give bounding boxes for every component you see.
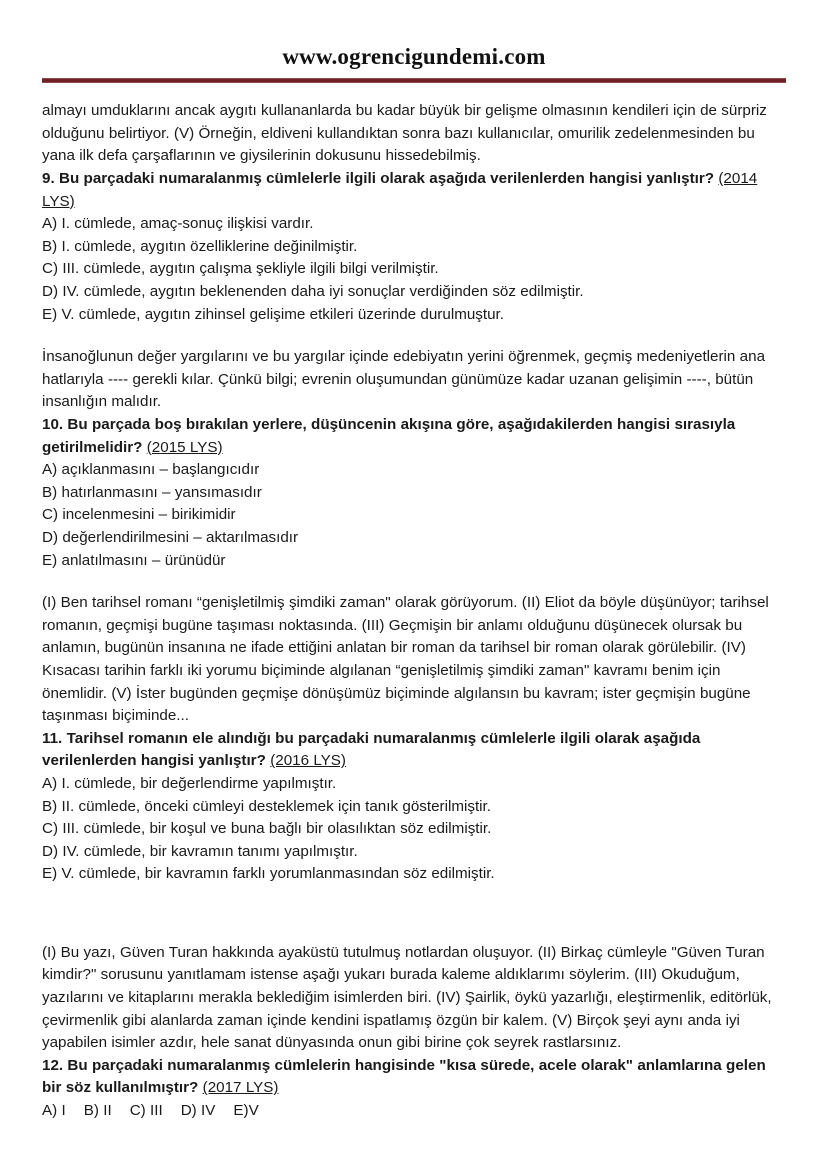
document-body bbox=[42, 83, 786, 1122]
option-d[interactable]: D) IV. cümlede, aygıtın beklenenden daha iyi sonuçlar verdiğinden söz edilmiştir. bbox=[42, 283, 584, 301]
option-c[interactable]: C) III. cümlede, bir koşul ve buna bağlı bir olasılıktan söz edilmiştir. bbox=[42, 820, 492, 838]
question-source-citation: (2017 LYS) bbox=[202, 1079, 279, 1097]
option-d[interactable]: D) IV bbox=[180, 1102, 216, 1120]
question-prompt bbox=[42, 414, 786, 459]
block-spacer bbox=[42, 326, 786, 346]
option-e[interactable]: E) V. cümlede, aygıtın zihinsel gelişime etkileri üzerinde durulmuştur. bbox=[42, 305, 504, 323]
option-a[interactable]: A) açıklanmasını – başlangıcıdır bbox=[42, 461, 260, 479]
option-a[interactable]: A) I. cümlede, bir değerlendirme yapılmıştır. bbox=[42, 774, 337, 792]
question-block-9 bbox=[42, 100, 786, 326]
question-text: 9. Bu parçadaki numaralanmış cümlelerle ilgili olarak aşağıda verilenlerden hangisi yanlıştır? bbox=[42, 170, 719, 188]
question-prompt bbox=[42, 728, 786, 773]
question-prompt bbox=[42, 168, 786, 213]
option-b[interactable]: B) hatırlanmasını – yansımasıdır bbox=[42, 483, 262, 501]
option-e[interactable]: E) V. cümlede, bir kavramın farklı yorumlanmasından söz edilmiştir. bbox=[42, 865, 495, 883]
option-e[interactable]: E)V bbox=[233, 1102, 259, 1120]
option-d[interactable]: D) değerlendirilmesini – aktarılmasıdır bbox=[42, 528, 299, 546]
option-b[interactable]: B) II bbox=[83, 1102, 112, 1120]
site-title: www.ogrencigundemi.com bbox=[282, 44, 546, 69]
option-d[interactable]: D) IV. cümlede, bir kavramın tanımı yapılmıştır. bbox=[42, 842, 358, 860]
option-b[interactable]: B) I. cümlede, aygıtın özelliklerine değinilmiştir. bbox=[42, 237, 358, 255]
question-text: 11. Tarihsel romanın ele alındığı bu parçadaki numaralanmış cümlelerle ilgili olarak aşağıda verilenlerden hangisi yanlıştır? bbox=[42, 729, 701, 770]
question-text: 10. Bu parçada boş bırakılan yerlere, düşüncenin akışına göre, aşağıdakilerden hangisi sırasıyla getirilmelidir? bbox=[42, 416, 736, 456]
question-source-citation: (2016 LYS) bbox=[270, 752, 346, 770]
question-source-citation: (2015 LYS) bbox=[146, 438, 223, 456]
option-c[interactable]: C) incelenmesini – birikimidir bbox=[42, 506, 236, 524]
question-source-citation: (2014 LYS) bbox=[42, 170, 758, 210]
passage-text: (I) Ben tarihsel romanı “genişletilmiş şimdiki zaman" olarak görüyorum. (II) Eliot da böyle düşünüyor; tarihsel romanın, geçmişi bugüne taşıması noktasında. (III) Geçmişin bir anlamı olduğunu düşünecek olursak bu anlamın, bugünün insanına ne ifade ettiğini anlatan bir roman da tarihsel bir roman olarak görülebilir. (IV) Kısacası tarihin farklı iki yorumu biçiminde algılanan “genişletilmiş şimdiki zaman" kavramı benim için önemlidir. (V) İster bugünden geçmişe dönüşümüz biçiminde algılansın bu kavram; ister geçmişin bugüne taşınması biçiminde... bbox=[42, 594, 769, 725]
inline-option-row bbox=[42, 1100, 786, 1123]
passage-text: İnsanoğlunun değer yargılarını ve bu yargılar içinde edebiyatın yerini öğrenmek, geçmiş medeniyetlerin ana hatlarıyla ---- gerekli kılar. Çünkü bilgi; evrenin oluşumundan günümüze kadar uzanan gelişimin ----, bütün insanlığın malıdır. bbox=[42, 348, 766, 411]
block-spacer-large bbox=[42, 886, 786, 942]
option-c[interactable]: C) III. cümlede, aygıtın çalışma şekliyle ilgili bilgi verilmiştir. bbox=[42, 260, 439, 278]
question-prompt bbox=[42, 1055, 786, 1100]
passage-text: almayı umduklarını ancak aygıtı kullananlarda bu kadar büyük bir gelişme olmasının kendileri için de sürpriz olduğunu belirtiyor. (V) Örneğin, eldiveni kullandıktan sonra bazı kullanıcılar, omurilik zedelenmesinden bu yana ilk defa çarşaflarının ve giysilerinin dokusunu hissedebilmiş. bbox=[42, 102, 767, 165]
question-block-11 bbox=[42, 592, 786, 886]
passage-text: (I) Bu yazı, Güven Turan hakkında ayaküstü tutulmuş notlardan oluşuyor. (II) Birkaç cümleyle "Güven Turan kimdir?" sorusunu yanıtlamam istense aşağı yukarı burada kaleme aldıklarımı söylerim. (III) Okuduğum, yazılarını ve kitaplarını merakla beklediğim isimlerden biri. (IV) Şairlik, öykü yazarlığı, eleştirmenlik, editörlük, çevirmenlik gibi alanlarda zaman içinde kendini ispatlamış özgün bir kalem. (V) Birçok şeyi aynı anda iyi yapabilen isimler azdır, hele sanat dünyasında onun gibi birine çok seyrek rastlarsınız. bbox=[42, 943, 772, 1052]
option-b[interactable]: B) II. cümlede, önceki cümleyi desteklemek için tanık gösterilmiştir. bbox=[42, 797, 491, 815]
option-e[interactable]: E) anlatılmasını – ürünüdür bbox=[42, 551, 226, 569]
option-c[interactable]: C) III bbox=[129, 1102, 163, 1120]
page-header bbox=[0, 0, 828, 83]
question-block-10 bbox=[42, 346, 786, 572]
block-spacer bbox=[42, 572, 786, 592]
option-a[interactable]: A) I bbox=[42, 1102, 66, 1120]
question-text: 12. Bu parçadaki numaralanmış cümlelerin hangisinde "kısa sürede, acele olarak" anlamlarına gelen bir söz kullanılmıştır? bbox=[42, 1056, 766, 1097]
question-block-12 bbox=[42, 942, 786, 1123]
option-a[interactable]: A) I. cümlede, amaç-sonuç ilişkisi vardır. bbox=[42, 215, 314, 233]
